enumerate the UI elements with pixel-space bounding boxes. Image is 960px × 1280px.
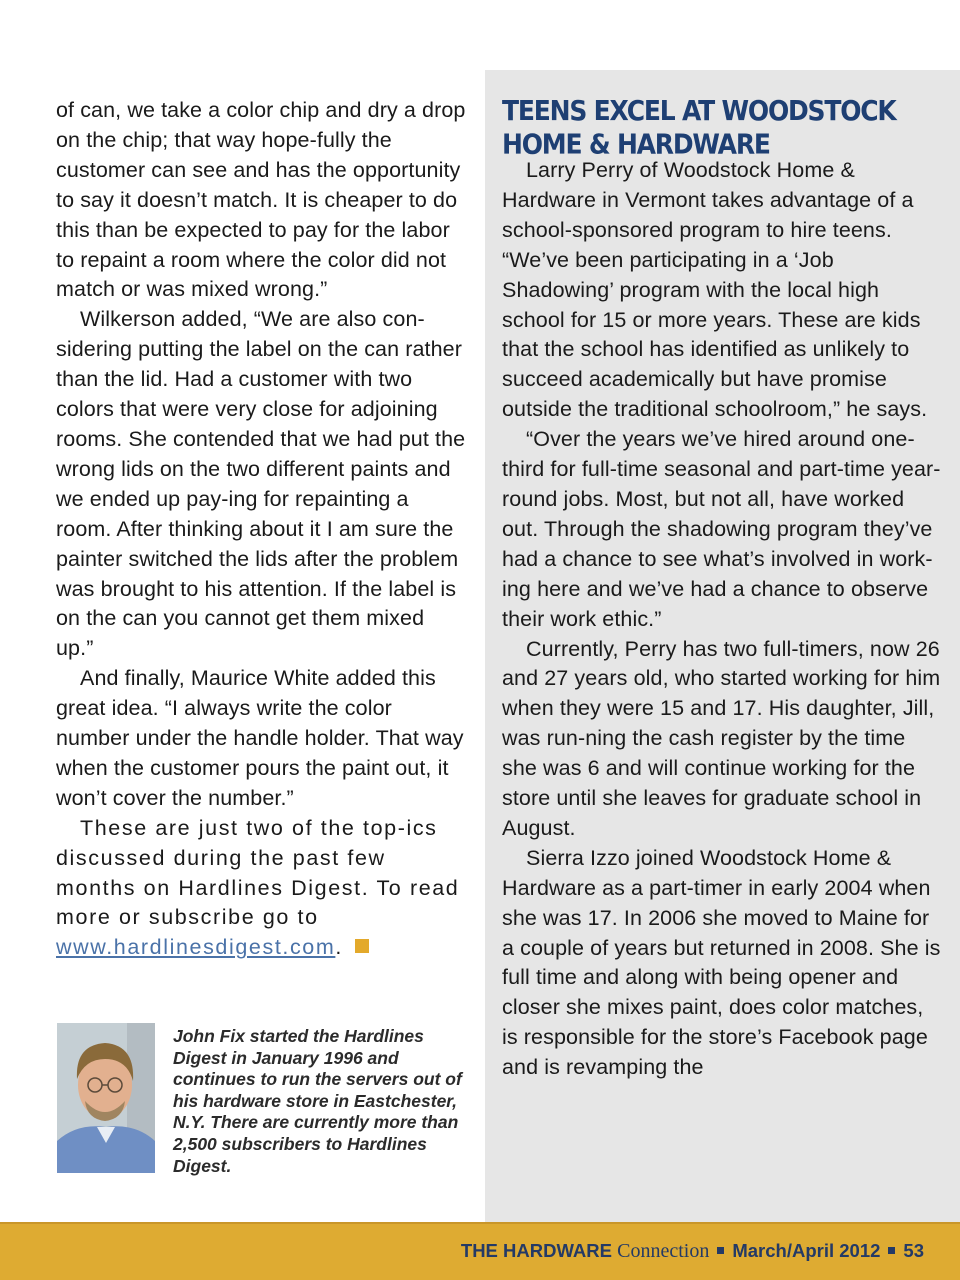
page-footer [0,1222,960,1280]
footer-separator [888,1247,895,1254]
closing-period: . [335,935,343,960]
sidebar-box [485,70,960,1222]
closing-text: These are just two of the top-ics discussed during the past few months on Hardlines Digest. To read more or subscribe go to [56,815,460,930]
body-paragraph: of can, we take a color chip and dry a drop on the chip; that way hope-fully the customer can see and has the opportunity to say it doesn’t match. It is cheaper to do this than be expected to pay for the labor to repaint a room where the color did not match or was mixed wrong.” [56,98,466,302]
author-photo [57,1023,155,1173]
author-bio-text: John Fix started the Hardlines Digest in January 1996 and continues to run the servers out of his hardware store in Eastchester, N.Y. There are currently more than 2,500 subscribers to Hardlines Digest. [173,1026,462,1176]
sidebar-paragraph: Currently, Perry has two full-timers, now 26 and 27 years old, who started working for him when they were 15 and 17. His daughter, Jill, was run-ning the cash register by the time she was 6 and will continue working for the store until she leaves for graduate school in August. [502,636,941,840]
end-of-article-mark [355,939,369,953]
page-number: 53 [903,1240,924,1261]
footer-issue: March/April 2012 [732,1240,881,1261]
main-article-column [56,96,466,963]
footer-separator [717,1247,724,1254]
footer-connection: Connection [617,1240,710,1262]
author-bio [57,1023,477,1175]
sidebar-heading-line: TEENS EXCEL AT WOODSTOCK [502,94,896,127]
hardlines-digest-link[interactable]: www.hardlinesdigest.com [56,935,336,960]
footer-brand: THE HARDWARE [460,1240,612,1261]
body-paragraph: Wilkerson added, “We are also con-sidering putting the label on the can rather than the lid. Had a customer with two colors that were very close for adjoining rooms. She contended that we had put the wrong lids on the two different paints and we ended up pay-ing for repainting a room. After thinking about it I am sure the painter switched the lids after the problem was brought to his attention. If the label is on the can you cannot get them mixed up.” [56,307,466,661]
footer-text [461,1240,924,1263]
sidebar-heading-line: HOME & HARDWARE [502,127,770,161]
closing-paragraph [56,814,466,964]
sidebar-heading [502,94,942,161]
sidebar-paragraph: Sierra Izzo joined Woodstock Home & Hardware as a part-timer in early 2004 when she was 17. In 2006 she moved to Maine for a couple of years but returned in 2008. She is full time and along with being opener and closer she mixes paint, does color matches, is responsible for the store’s Facebook page and is revamping the [502,845,941,1080]
body-paragraph: And finally, Maurice White added this great idea. “I always write the color number under the handle holder. That way when the customer pours the paint out, it won’t cover the number.” [56,666,464,810]
sidebar-paragraph: Larry Perry of Woodstock Home & Hardware in Vermont takes advantage of a school-sponsored program to hire teens. “We’ve been participating in a ‘Job Shadowing’ program with the local high school for 15 or more years. These are kids that the school has identified as unlikely to succeed academically but have promise outside the traditional schoolroom,” he says. [502,158,928,422]
sidebar-paragraph: “Over the years we’ve hired around one-third for full-time seasonal and part-time year-round jobs. Most, but not all, have worked out. Through the shadowing program they’ve had a chance to see what’s involved in work-ing here and we’ve had a chance to observe their work ethic.” [502,427,941,631]
sidebar-content [502,94,942,1083]
